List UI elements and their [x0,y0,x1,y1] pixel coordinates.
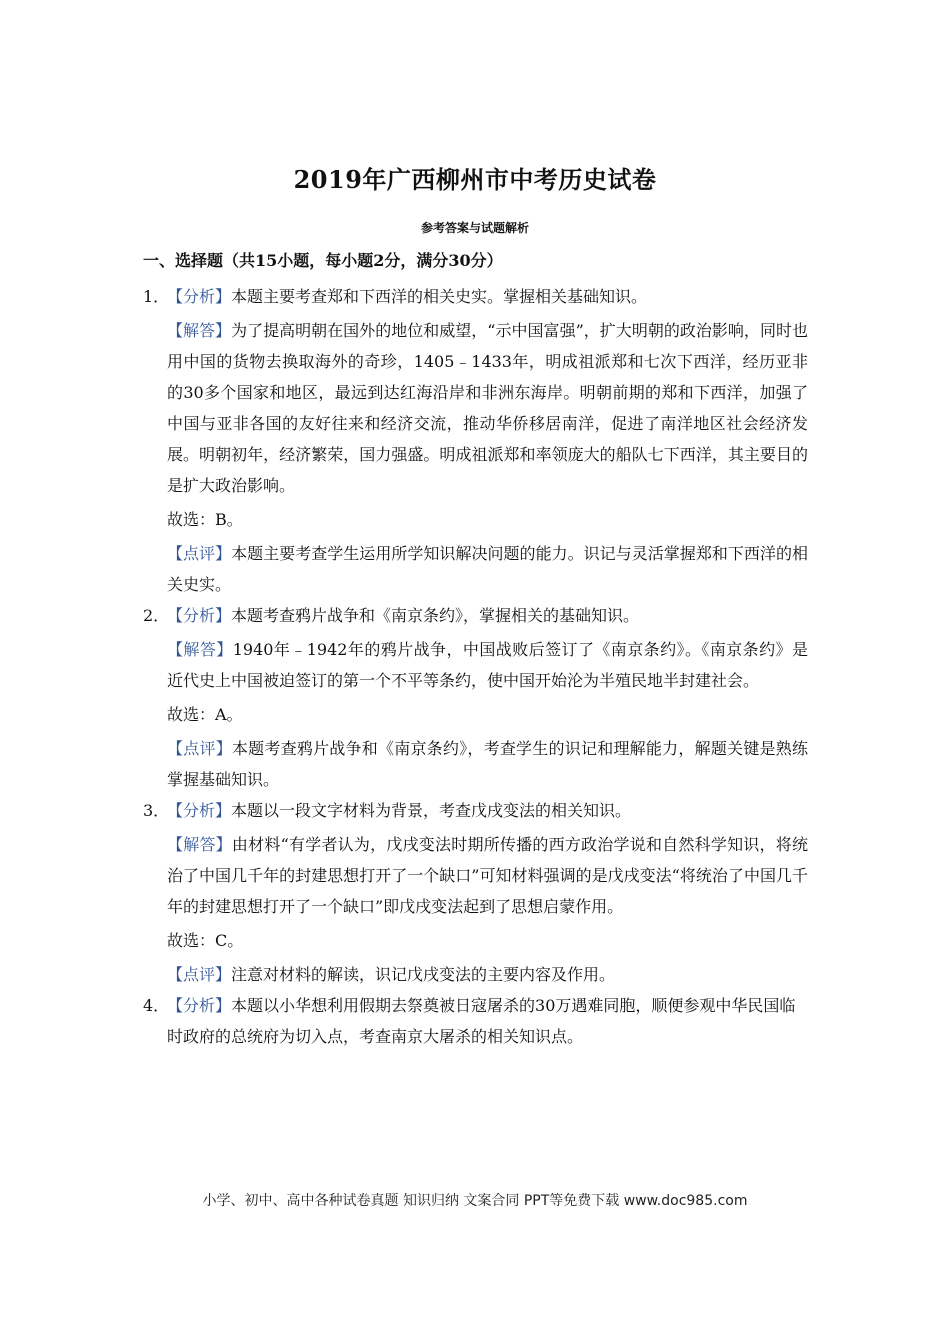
question-2-answer [143,634,808,696]
question-3-analysis [143,795,808,826]
question-1-comment [143,538,808,600]
analysis-tag: 【分析】 [167,801,232,820]
comment-tag: 【点评】 [167,544,232,563]
question-4-analysis [143,990,808,1052]
analysis-text: 本题以一段文字材料为背景，考查戊戌变法的相关知识。 [231,801,632,820]
question-4 [143,990,808,1052]
question-2-comment [143,733,808,795]
page-subtitle: 参考答案与试题解析 [420,221,529,235]
question-1 [143,281,808,600]
analysis-text: 本题以小华想利用假期去祭奠被日寇屠杀的30万遇难同胞，顺便参观中华民国临时政府的总统府为切入点，考查南京大屠杀的相关知识点。 [167,996,796,1046]
question-number: 3． [143,801,170,820]
question-1-answer [143,315,808,501]
question-3 [143,795,808,990]
question-number: 2． [143,606,170,625]
comment-tag: 【点评】 [167,739,232,758]
comment-text: 本题考查鸦片战争和《南京条约》，考查学生的识记和理解能力，解题关键是熟练掌握基础知识。 [167,739,808,789]
answer-content [143,281,808,1052]
question-1-analysis [143,281,808,312]
answer-tag: 【解答】 [167,835,232,854]
analysis-text: 本题考查鸦片战争和《南京条约》，掌握相关的基础知识。 [231,606,640,625]
answer-text: 1940年﹣1942年的鸦片战争，中国战败后签订了《南京条约》。《南京条约》是近代史上中国被迫签订的第一个不平等条约，使中国开始沦为半殖民地半封建社会。 [167,640,808,690]
answer-tag: 【解答】 [167,321,232,340]
answer-text: 由材料“有学者认为，戊戌变法时期所传播的西方政治学说和自然科学知识，将统治了中国几千年的封建思想打开了一个缺口”可知材料强调的是戊戌变法“将统治了中国几千年的封建思想打开了一个缺口”即戊戌变法起到了思想启蒙作用。 [167,835,808,916]
page-footer: 小学、初中、高中各种试卷真题 知识归纳 文案合同 PPT等免费下载 www.doc985.com [202,1193,748,1209]
answer-tag: 【解答】 [167,640,233,659]
question-3-choice: 故选：C。 [167,931,244,950]
question-number: 1． [143,287,170,306]
comment-text: 注意对材料的解读，识记戊戌变法的主要内容及作用。 [231,965,616,984]
section-heading: 一、选择题（共15小题，每小题2分，满分30分） [143,251,503,270]
comment-text: 本题主要考查学生运用所学知识解决问题的能力。识记与灵活掌握郑和下西洋的相关史实。 [167,544,808,594]
analysis-text: 本题主要考查郑和下西洋的相关史实。掌握相关基础知识。 [231,287,648,306]
question-1-choice: 故选：B。 [167,510,243,529]
answer-text: 为了提高明朝在国外的地位和威望，“示中国富强”，扩大明朝的政治影响，同时也用中国的货物去换取海外的奇珍，1405﹣1433年，明成祖派郑和七次下西洋，经历亚非的30多个国家和地区，最远到达红海沿岸和非洲东海岸。明朝前期的郑和下西洋，加强了中国与亚非各国的友好往来和经济交流，推动华侨移居南洋，促进了南洋地区社会经济发展。明朝初年，经济繁荣，国力强盛。明成祖派郑和率领庞大的船队七下西洋，其主要目的是扩大政治影响。 [167,321,808,495]
analysis-tag: 【分析】 [167,287,232,306]
question-3-comment [143,959,808,990]
page-title: 2019年广西柳州市中考历史试卷 [293,165,657,194]
question-number: 4． [143,996,170,1015]
question-2 [143,600,808,795]
question-2-choice: 故选：A。 [167,705,243,724]
question-2-analysis [143,600,808,631]
question-3-answer [143,829,808,922]
comment-tag: 【点评】 [167,965,232,984]
analysis-tag: 【分析】 [167,996,232,1015]
analysis-tag: 【分析】 [167,606,232,625]
